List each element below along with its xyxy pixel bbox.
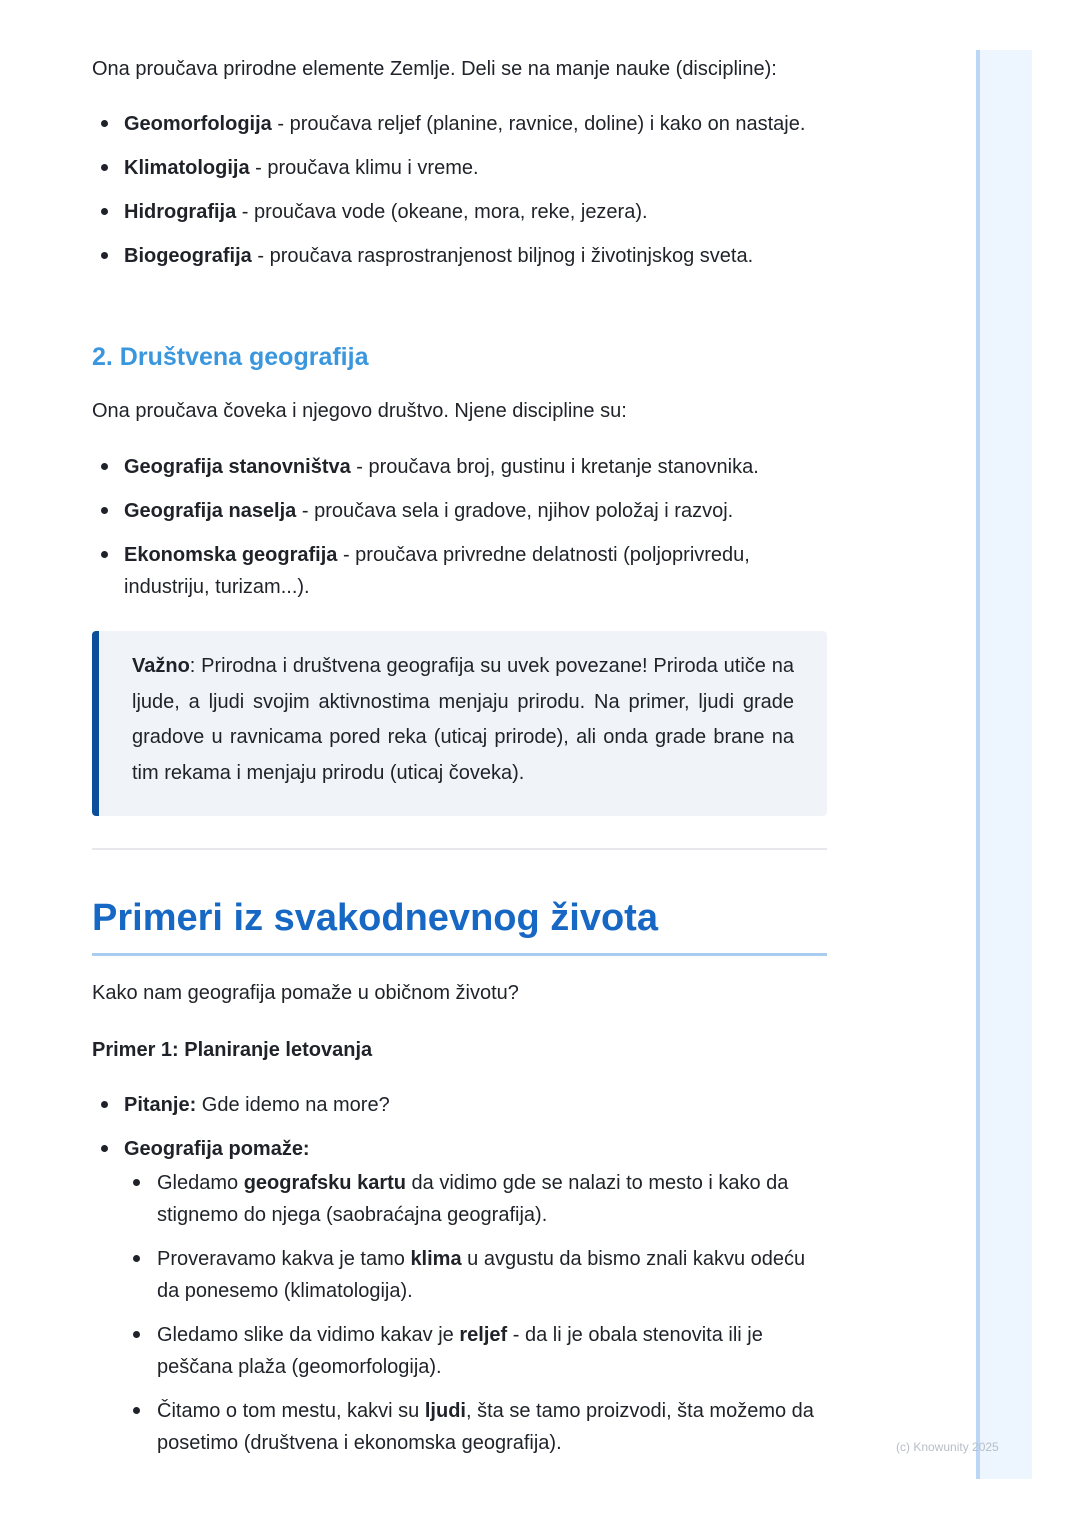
important-callout — [92, 631, 827, 816]
list-item: Geografija stanovništva - proučava broj, gustinu i kretanje stanovnika. — [92, 451, 827, 483]
section-divider — [92, 848, 827, 850]
example-list — [92, 1089, 827, 1459]
examples-heading: Primeri iz svakodnevnog života — [92, 897, 658, 939]
social-disciplines-list — [92, 451, 827, 603]
social-intro: Ona proučava čoveka i njegovo društvo. Njene discipline su: — [92, 400, 627, 422]
physical-intro: Ona proučava prirodne elemente Zemlje. Deli se na manje nauke (discipline): — [92, 58, 777, 80]
list-item: Hidrografija - proučava vode (okeane, mora, reke, jezera). — [92, 196, 827, 228]
list-item: Geografija pomaže: Gledamo geografsku kartu da vidimo gde se nalazi to mesto i kako da stignemo do njega (saobraćajna geografija). Proveravamo kakva je tamo klima u avgustu da bismo znali kakvu odeću da ponesemo (klimatologija). Gledamo slike da vidimo kakav je reljef - da li je obala stenovita ili je peščana plaža (geomorfologija). Čitamo o tom mestu, kakvi su ljudi, šta se tamo proizvodi, šta možemo da posetimo (društvena i ekonomska geografija). — [92, 1133, 827, 1459]
list-item: Geografija naselja - proučava sela i gradove, njihov položaj i razvoj. — [92, 495, 827, 527]
example-title: Primer 1: Planiranje letovanja — [92, 1039, 373, 1061]
list-item: Gledamo geografsku kartu da vidimo gde se nalazi to mesto i kako da stignemo do njega (saobraćajna geografija). — [124, 1167, 827, 1231]
list-item: Ekonomska geografija - proučava privredne delatnosti (poljoprivredu, industriju, turizam...). — [92, 539, 827, 603]
callout-text: Važno: Prirodna i društvena geografija su uvek povezane! Priroda utiče na ljude, a ljudi svojim aktivnostima menjaju prirodu. Na primer, ljudi grade gradove u ravnicama pored reka (uticaj prirode), ali onda grade brane na tim rekama i menjaju prirodu (uticaj čoveka). — [132, 655, 794, 784]
list-item: Gledamo slike da vidimo kakav je reljef - da li je obala stenovita ili je peščana plaža (geomorfologija). — [124, 1319, 827, 1383]
list-item: Pitanje: Gde idemo na more? — [92, 1089, 827, 1121]
watermark: (c) Knowunity 2025 — [896, 1440, 999, 1454]
list-item: Biogeografija - proučava rasprostranjenost biljnog i životinjskog sveta. — [92, 240, 827, 272]
social-geography-heading: 2. Društvena geografija — [92, 343, 369, 371]
callout-term: Važno — [132, 655, 190, 677]
list-item: Proveravamo kakva je tamo klima u avgustu da bismo znali kakvu odeću da ponesemo (klimatologija). — [124, 1243, 827, 1307]
helps-sublist — [124, 1167, 827, 1459]
list-item: Geomorfologija - proučava reljef (planine, ravnice, doline) i kako on nastaje. — [92, 108, 827, 140]
physical-disciplines-list — [92, 108, 827, 272]
right-sidebar — [976, 50, 1032, 1479]
heading-underline — [92, 953, 827, 956]
list-item: Klimatologija - proučava klimu i vreme. — [92, 152, 827, 184]
examples-intro: Kako nam geografija pomaže u običnom životu? — [92, 982, 519, 1004]
list-item: Čitamo o tom mestu, kakvi su ljudi, šta se tamo proizvodi, šta možemo da posetimo (društvena i ekonomska geografija). — [124, 1395, 827, 1459]
